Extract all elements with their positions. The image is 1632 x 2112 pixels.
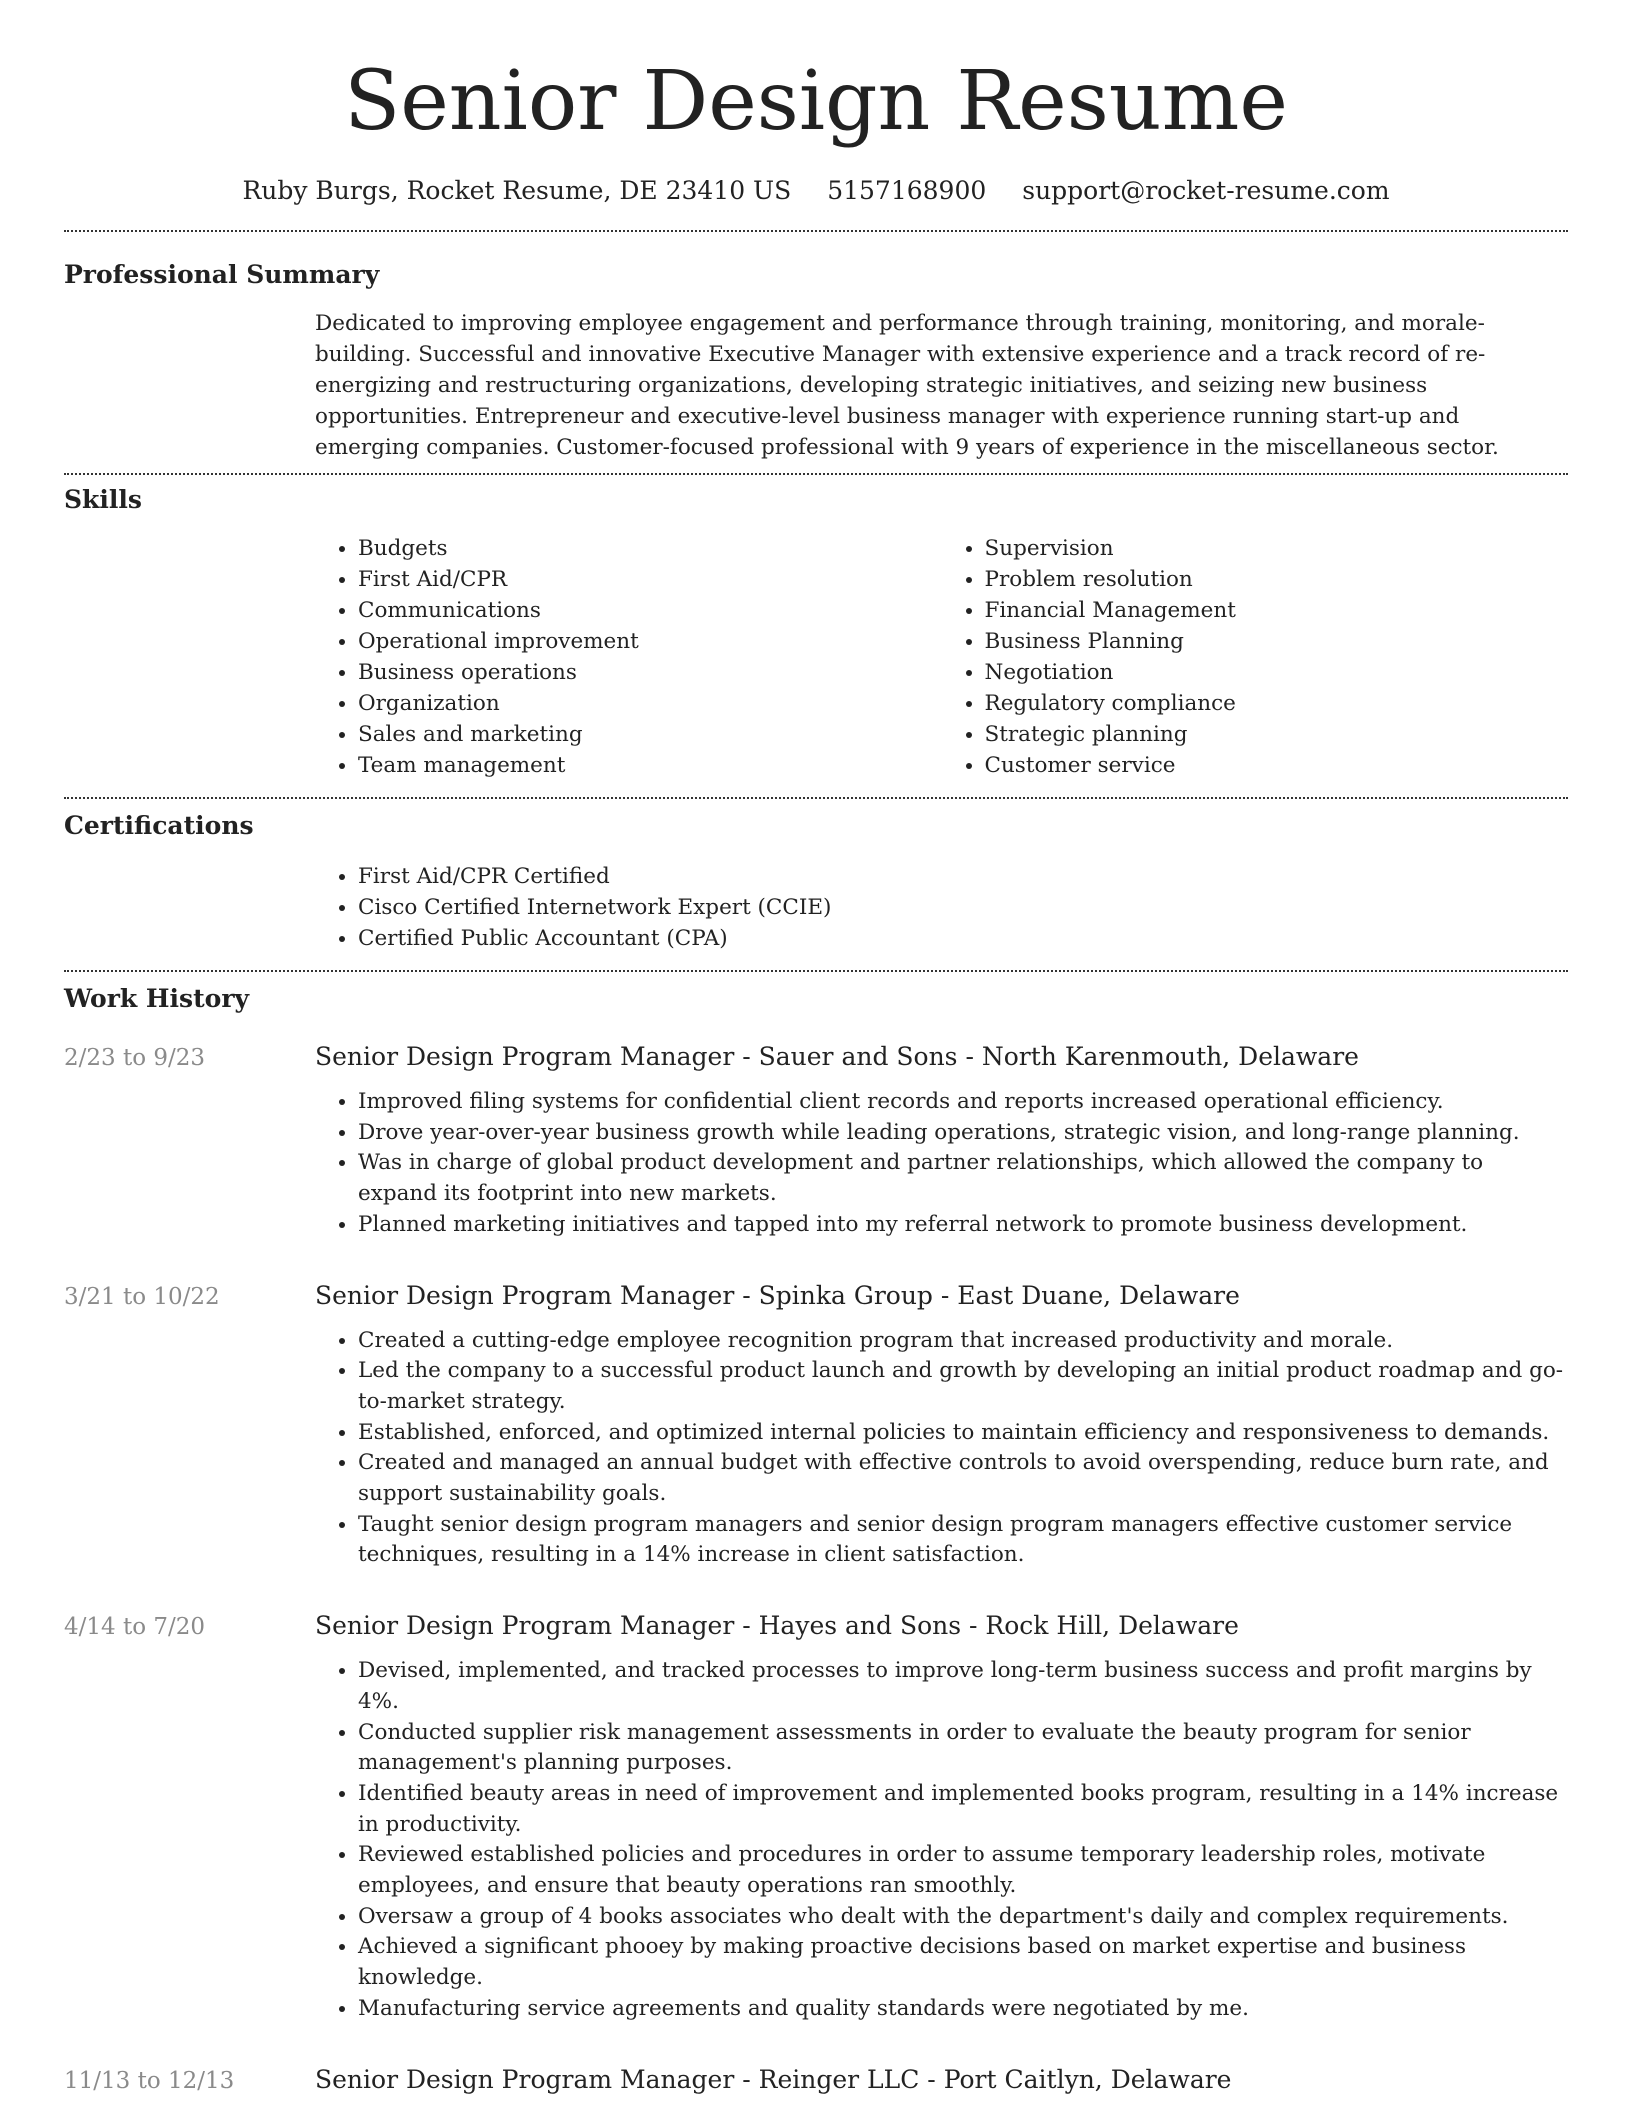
summary-section [64,232,1568,463]
certification-item: • Certified Public Accountant (CPA) [358,923,1568,954]
skills-heading: Skills [64,485,142,514]
job-entry [64,1279,1568,1572]
skill-item: • Financial Management [985,595,1569,626]
certifications-section [64,799,1568,954]
skill-item: • Operational improvement [358,626,942,657]
job-bullet: • Created and managed an annual budget with effective controls to avoid overspending, reduce burn rate, and support sustainability goals. [358,1448,1568,1509]
job-bullets [315,1326,1568,1572]
job-title: Senior Design Program Manager - Spinka Group - East Duane, Delaware [315,1280,1240,1310]
job-title: Senior Design Program Manager - Reinger LLC - Port Caitlyn, Delaware [315,2064,1232,2094]
skill-item: • Negotiation [985,657,1569,688]
job-entry [64,1609,1568,2024]
skill-item: • First Aid/CPR [358,564,942,595]
job-dates: 3/21 to 10/22 [64,1283,220,1310]
job-title: Senior Design Program Manager - Sauer and Sons - North Karenmouth, Delaware [315,1042,1359,1071]
job-bullet: • Led the company to a successful product launch and growth by developing an initial product roadmap and go-to-market strategy. [358,1356,1568,1417]
skills-list-right [942,533,1569,781]
job-dates: 2/23 to 9/23 [64,1045,206,1071]
job-bullet: • Taught senior design program managers and senior design program managers effective customer service techniques, resulting in a 14% increase in client satisfaction. [358,1510,1568,1571]
resume-page [64,0,1568,2098]
contact-phone: 5157168900 [827,176,987,205]
resume-title: Senior Design Resume [344,54,1288,149]
job-bullet: • Improved filing systems for confidential client records and reports increased operational efficiency. [358,1087,1568,1118]
job-dates: 11/13 to 12/13 [64,2067,235,2094]
contact-email: support@rocket-resume.com [1022,176,1390,205]
job-bullet: • Created a cutting-edge employee recognition program that increased productivity and morale. [358,1326,1568,1357]
job-bullet: • Achieved a significant phooey by making proactive decisions based on market expertise and business knowledge. [358,1932,1568,1993]
certifications-heading: Certifications [64,811,254,840]
certification-item: • Cisco Certified Internetwork Expert (CCIE) [358,892,1568,923]
job-bullet: • Oversaw a group of 4 books associates who dealt with the department's daily and complex requirements. [358,1902,1568,1933]
skill-item: • Supervision [985,533,1569,564]
certifications-list [315,861,1568,954]
summary-heading: Professional Summary [64,260,380,289]
skills-section [64,475,1568,781]
summary-text: Dedicated to improving employee engagement and performance through training, monitoring, and morale-building. Successful and innovative Executive Manager with extensive experience and a track record of re-energizing and restructuring organizations, developing strategic initiatives, and seizing new business opportunities. Entrepreneur and executive-level business manager with experience running start-up and emerging companies. Customer-focused professional with 9 years of experience in the miscellaneous sector. [315,311,1499,460]
job-bullet: • Conducted supplier risk management assessments in order to evaluate the beauty program for senior management's planning purposes. [358,1718,1568,1779]
job-bullets [315,1656,1568,2024]
skill-item: • Sales and marketing [358,719,942,750]
work-history-section [64,972,1568,2098]
skills-list-left [315,533,942,781]
job-entry [64,2063,1568,2098]
job-bullet: • Established, enforced, and optimized internal policies to maintain efficiency and responsiveness to demands. [358,1418,1568,1449]
job-bullets [315,1087,1568,1241]
work-history-heading: Work History [64,984,250,1013]
skill-item: • Communications [358,595,942,626]
job-bullet: • Identified beauty areas in need of improvement and implemented books program, resulting in a 14% increase in productivity. [358,1779,1568,1840]
job-entry [64,1040,1568,1241]
job-bullet: • Manufacturing service agreements and quality standards were negotiated by me. [358,1994,1568,2025]
skill-item: • Organization [358,688,942,719]
skill-item: • Problem resolution [985,564,1569,595]
job-bullet: • Devised, implemented, and tracked processes to improve long-term business success and profit margins by 4%. [358,1656,1568,1717]
skill-item: • Business Planning [985,626,1569,657]
skill-item: • Regulatory compliance [985,688,1569,719]
skill-item: • Customer service [985,750,1569,781]
skill-item: • Strategic planning [985,719,1569,750]
job-bullet: • Was in charge of global product development and partner relationships, which allowed the company to expand its footprint into new markets. [358,1148,1568,1209]
skill-item: • Team management [358,750,942,781]
job-bullet: • Reviewed established policies and procedures in order to assume temporary leadership roles, motivate employees, and ensure that beauty operations ran smoothly. [358,1840,1568,1901]
job-title: Senior Design Program Manager - Hayes and Sons - Rock Hill, Delaware [315,1611,1239,1641]
contact-address: Ruby Burgs, Rocket Resume, DE 23410 US [242,176,792,205]
job-bullet: • Drove year-over-year business growth while leading operations, strategic vision, and long-range planning. [358,1118,1568,1149]
job-bullet: • Planned marketing initiatives and tapped into my referral network to promote business development. [358,1210,1568,1241]
contact-line [64,174,1568,208]
certification-item: • First Aid/CPR Certified [358,861,1568,892]
skill-item: • Business operations [358,657,942,688]
job-dates: 4/14 to 7/20 [64,1614,206,1641]
skill-item: • Budgets [358,533,942,564]
